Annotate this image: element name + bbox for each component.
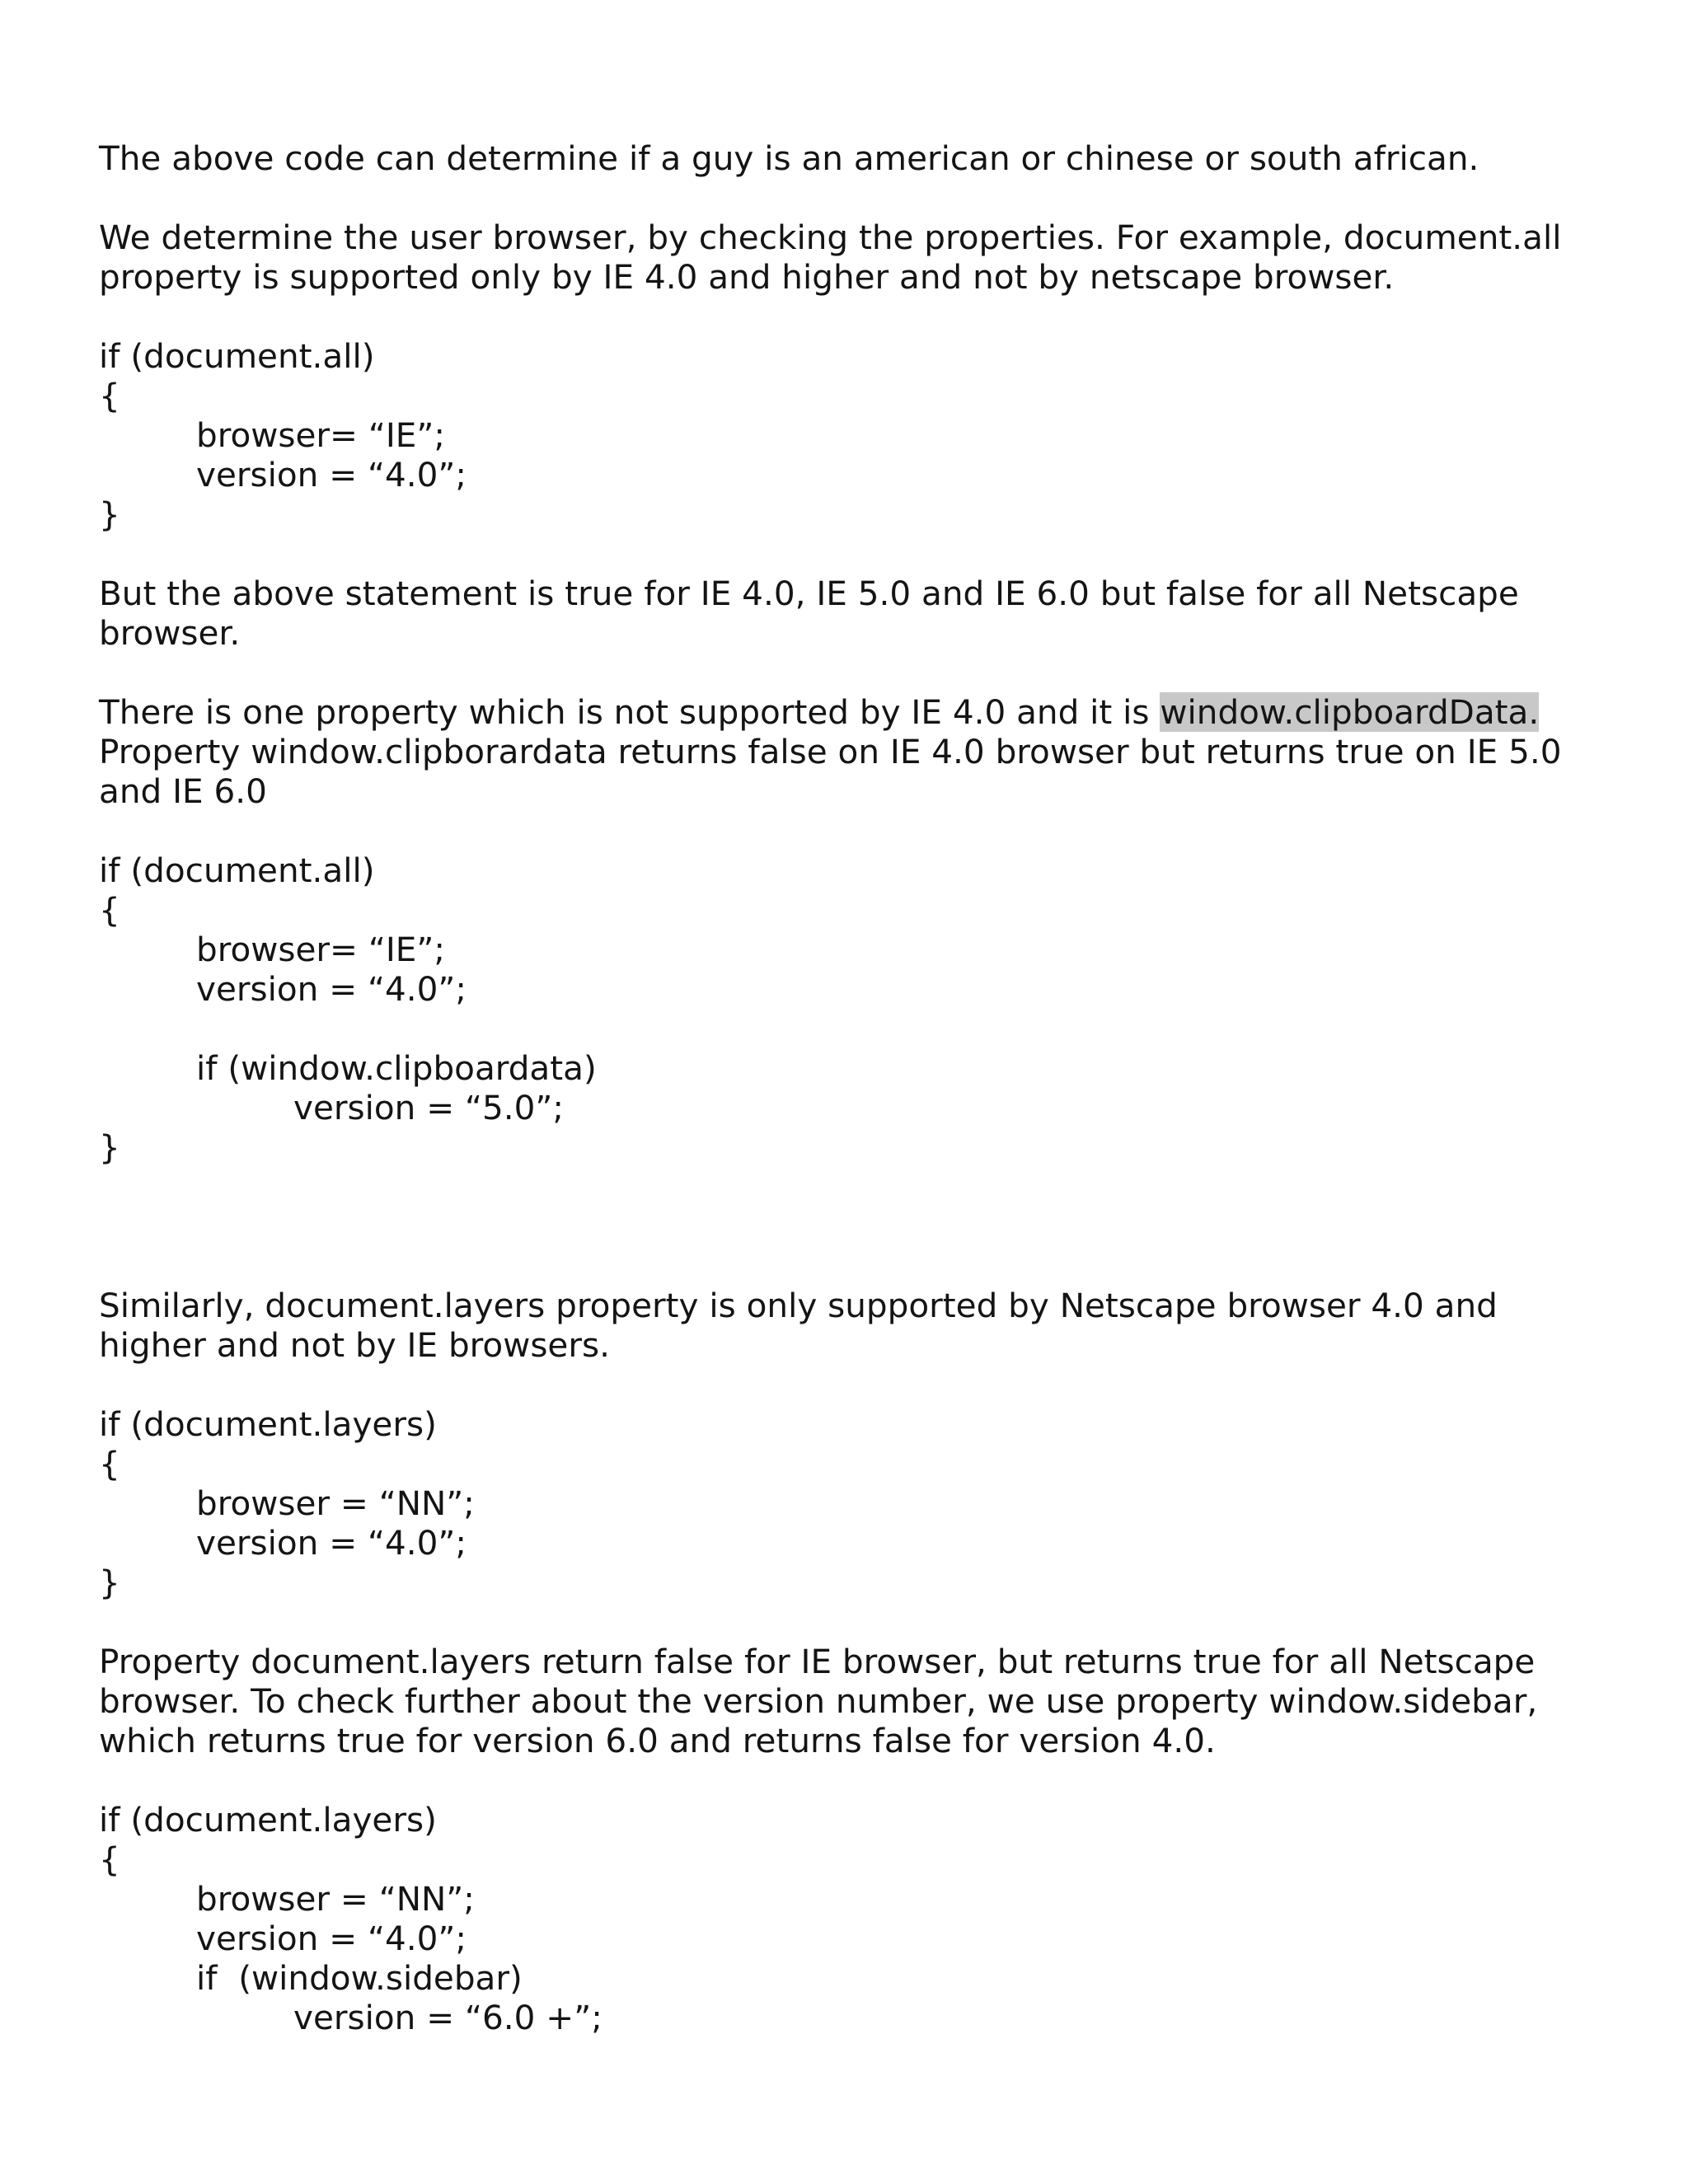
code-browser-assignment: browser= “IE”;	[196, 930, 445, 969]
code-inner-condition: if (window.clipboardata)	[196, 1048, 597, 1088]
code-inner-condition: if (window.sidebar)	[196, 1958, 523, 1998]
code-open-brace: {	[99, 376, 120, 415]
paragraph-clipboard-line-3: and IE 6.0	[99, 771, 267, 811]
paragraph-intro: The above code can determine if a guy is an american or chinese or south african.	[99, 138, 1479, 178]
paragraph-browser-detection-line-2: property is supported only by IE 4.0 and higher and not by netscape browser.	[99, 257, 1395, 297]
code-browser-assignment: browser = “NN”;	[196, 1879, 475, 1919]
code-open-brace: {	[99, 890, 120, 930]
paragraph-sidebar-line-3: which returns true for version 6.0 and returns false for version 4.0.	[99, 1721, 1216, 1760]
code-browser-assignment: browser= “IE”;	[196, 415, 445, 455]
paragraph-layers-line-2: higher and not by IE browsers.	[99, 1325, 610, 1365]
code-inner-version-assignment: version = “5.0”;	[293, 1088, 565, 1127]
paragraph-statement-true-line-2: browser.	[99, 613, 241, 653]
paragraph-sidebar-line-2: browser. To check further about the version number, we use property window.sidebar,	[99, 1681, 1538, 1721]
code-condition: if (document.all)	[99, 851, 375, 890]
code-close-brace: }	[99, 1563, 120, 1602]
paragraph-browser-detection-line-1: We determine the user browser, by checking the properties. For example, document.all	[99, 218, 1562, 257]
paragraph-clipboard-text: There is one property which is not supported by IE 4.0 and it is	[99, 692, 1160, 732]
code-condition: if (document.all)	[99, 336, 375, 376]
code-condition: if (document.layers)	[99, 1404, 437, 1444]
code-condition: if (document.layers)	[99, 1800, 437, 1840]
paragraph-clipboard-line-2: Property window.clipborardata returns false on IE 4.0 browser but returns true on IE 5.0	[99, 732, 1562, 771]
code-version-assignment: version = “4.0”;	[196, 455, 467, 494]
code-version-assignment: version = “4.0”;	[196, 1919, 467, 1958]
code-browser-assignment: browser = “NN”;	[196, 1483, 475, 1523]
paragraph-statement-true-line-1: But the above statement is true for IE 4.0, IE 5.0 and IE 6.0 but false for all Netscape	[99, 574, 1519, 613]
paragraph-layers-line-1: Similarly, document.layers property is only supported by Netscape browser 4.0 and	[99, 1286, 1498, 1325]
code-version-assignment: version = “4.0”;	[196, 969, 467, 1009]
code-close-brace: }	[99, 1127, 120, 1167]
code-open-brace: {	[99, 1444, 120, 1483]
paragraph-sidebar-line-1: Property document.layers return false for IE browser, but returns true for all Netscape	[99, 1642, 1536, 1681]
code-inner-version-assignment: version = “6.0 +”;	[293, 1998, 603, 2037]
highlighted-text: window.clipboardData.	[1160, 692, 1540, 732]
code-version-assignment: version = “4.0”;	[196, 1523, 467, 1563]
paragraph-clipboard-line-1	[99, 692, 1539, 732]
code-close-brace: }	[99, 494, 120, 534]
code-open-brace: {	[99, 1840, 120, 1879]
